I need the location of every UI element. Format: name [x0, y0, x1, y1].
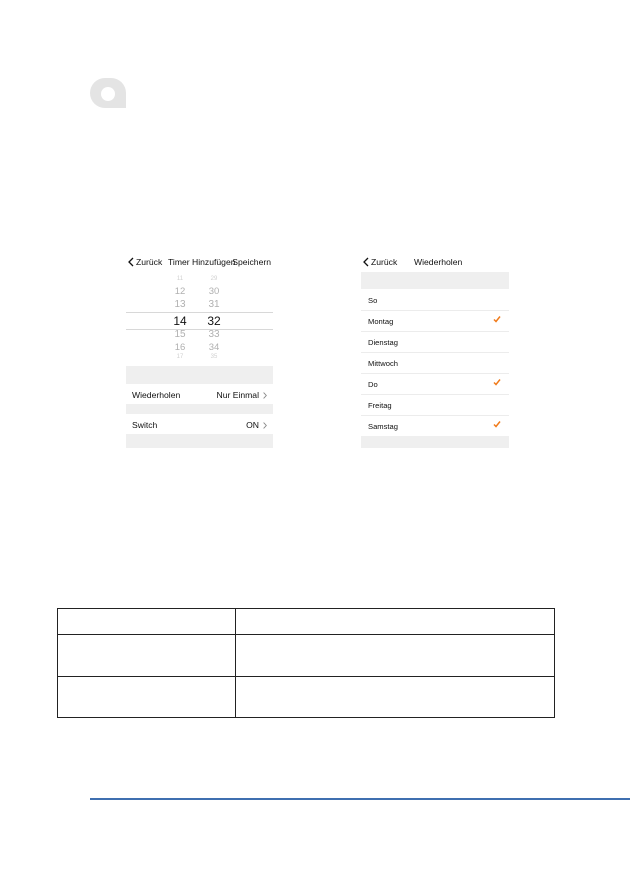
day-row-samstag[interactable] — [361, 415, 509, 437]
day-row-so[interactable] — [361, 289, 509, 311]
hour-option: 13 — [174, 299, 186, 310]
hour-option: 15 — [174, 329, 186, 340]
chevron-left-icon — [128, 257, 134, 267]
chevron-right-icon — [263, 422, 267, 429]
day-label: Samstag — [368, 422, 398, 431]
hour-option: 16 — [174, 342, 186, 353]
day-label: Do — [368, 380, 378, 389]
hour-option: 17 — [176, 354, 184, 360]
section-spacer — [126, 434, 273, 448]
minute-option: 30 — [208, 286, 220, 297]
hour-option: 12 — [174, 286, 186, 297]
back-button[interactable] — [128, 257, 162, 267]
chevron-left-icon — [363, 257, 369, 267]
hour-option: 11 — [176, 276, 184, 282]
repeat-screen — [361, 252, 509, 448]
day-label: Montag — [368, 317, 394, 326]
section-spacer — [361, 436, 509, 448]
day-row-freitag[interactable] — [361, 394, 509, 416]
switch-row[interactable] — [126, 414, 273, 434]
minute-option: 31 — [208, 299, 220, 310]
info-table — [57, 608, 555, 718]
footer-rule — [90, 798, 630, 800]
section-spacer — [126, 404, 273, 414]
day-label: Mittwoch — [368, 359, 398, 368]
minute-option: 35 — [210, 354, 218, 360]
repeat-row[interactable] — [126, 384, 273, 404]
table-divider — [235, 609, 236, 717]
checkmark-icon — [493, 420, 501, 428]
day-label: So — [368, 296, 378, 305]
day-label: Freitag — [368, 401, 392, 410]
back-label: Zurück — [371, 257, 398, 267]
repeat-label: Wiederholen — [132, 390, 181, 400]
section-spacer — [361, 272, 509, 289]
repeat-value: Nur Einmal — [216, 390, 259, 400]
screen-title: Wiederholen — [414, 257, 463, 267]
section-spacer — [126, 366, 273, 384]
day-row-dienstag[interactable] — [361, 331, 509, 353]
chevron-right-icon — [263, 392, 267, 399]
table-divider — [58, 634, 554, 635]
brand-logo-icon — [90, 78, 126, 108]
nav-bar — [361, 252, 509, 272]
day-label: Dienstag — [368, 338, 398, 347]
timer-add-screen — [126, 252, 273, 448]
switch-value: ON — [246, 420, 259, 430]
selected-hour: 14 — [173, 314, 187, 328]
minute-option: 29 — [210, 276, 218, 282]
checkmark-icon — [493, 378, 501, 386]
screen-title: Timer Hinzufügen — [168, 257, 236, 267]
back-button[interactable] — [363, 257, 397, 267]
table-divider — [58, 676, 554, 677]
back-label: Zurück — [136, 257, 163, 267]
day-row-do[interactable] — [361, 373, 509, 395]
day-row-mittwoch[interactable] — [361, 352, 509, 374]
switch-label: Switch — [132, 420, 158, 430]
save-button[interactable]: Speichern — [232, 257, 271, 267]
checkmark-icon — [493, 315, 501, 323]
nav-bar — [126, 252, 273, 272]
minute-option: 34 — [208, 342, 220, 353]
day-row-montag[interactable] — [361, 310, 509, 332]
selected-minute: 32 — [207, 314, 221, 328]
minute-option: 33 — [208, 329, 220, 340]
